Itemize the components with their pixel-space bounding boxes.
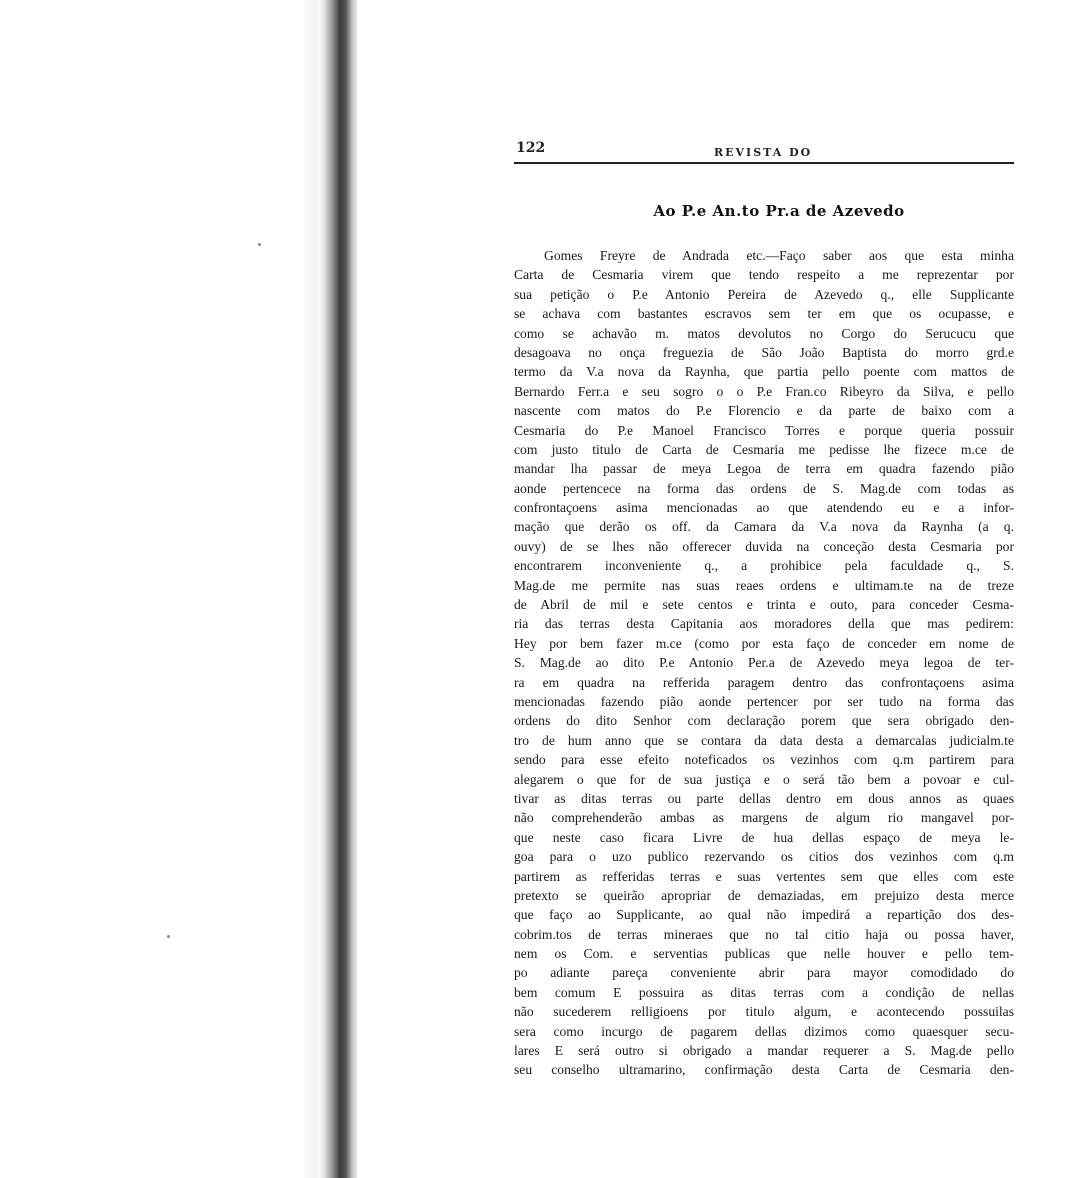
- text-line: ordens do dito Senhor com declaração porem que sera obrigado den-: [514, 713, 1014, 729]
- text-line: nem os Com. e serventias publicas que nelle houver e pello tem-: [514, 946, 1014, 962]
- text-line: ouvy) de se lhes não offerecer duvida na conceção desta Cesmaria por: [514, 538, 1014, 554]
- text-line: se achava com bastantes escravos sem ter em que os ocupasse, e: [514, 306, 1014, 322]
- page-number: 122: [516, 140, 546, 156]
- book-spine: [318, 0, 358, 1178]
- text-line: goa para o uzo publico rezervando os citios dos vezinhos com q.m: [514, 849, 1014, 865]
- text-line: não sucederem relligioens por titulo algum, e acontecendo possuilas: [514, 1004, 1014, 1020]
- text-line: pretexto se queirão apropriar de demaziadas, em prejuizo desta merce: [514, 887, 1014, 903]
- text-line: nascente com matos do P.e Florencio e da parte de baixo com a: [514, 403, 1014, 419]
- text-line: termo da V.a nova da Raynha, que partia pello poente com mattos de: [514, 364, 1014, 380]
- article-body: [514, 246, 1014, 1080]
- text-line: po adiante pareça conveniente abrir para mayor comodidado do: [514, 965, 1014, 981]
- document-page: [514, 140, 1014, 1080]
- running-head: REVISTA DO: [714, 146, 813, 159]
- text-line: Hey por bem fazer m.ce (como por esta faço de conceder em nome de: [514, 635, 1014, 651]
- text-line: encontrarem inconveniente q., a prohibice pela faculdade q., S.: [514, 558, 1014, 574]
- text-line: confrontaçoens asima mencionadas ao que atendendo eu e a infor-: [514, 500, 1014, 516]
- text-line: mencionadas fazendo pião aonde pertencer por ser tudo na forma das: [514, 693, 1014, 709]
- text-line: S. Mag.de ao dito P.e Antonio Per.a de Azevedo meya legoa de ter-: [514, 655, 1014, 671]
- text-line: sendo para esse efeito noteficados os vezinhos com q.m partirem para: [514, 752, 1014, 768]
- text-line: lares E será outro si obrigado a mandar requerer a S. Mag.de pello: [514, 1043, 1014, 1059]
- text-line: mação que derão os off. da Camara da V.a nova da Raynha (a q.: [514, 519, 1014, 535]
- text-line: Carta de Cesmaria virem que tendo respeito a me reprezentar por: [514, 267, 1014, 283]
- scan-speck: [167, 935, 170, 938]
- text-line: Mag.de me permite nas suas reaes ordens e ultimam.te na de treze: [514, 577, 1014, 593]
- text-line: que faço ao Supplicante, ao qual não impedirá a repartição dos des-: [514, 907, 1014, 923]
- text-line: sua petição o P.e Antonio Pereira de Azevedo q., elle Supplicante: [514, 286, 1014, 302]
- text-line: Cesmaria do P.e Manoel Francisco Torres e porque queria possuir: [514, 422, 1014, 438]
- text-line: que neste caso ficara Livre de hua dellas espaço de meya le-: [514, 829, 1014, 845]
- text-line: tro de hum anno que se contara da data desta a demarcalas judicialm.te: [514, 732, 1014, 748]
- text-line: partirem as refferidas terras e suas vertentes sem que elles com este: [514, 868, 1014, 884]
- text-line: cobrim.tos de terras mineraes que no tal citio haja ou possa haver,: [514, 926, 1014, 942]
- text-line: aonde pertencece na forma das ordens de S. Mag.de com todas as: [514, 480, 1014, 496]
- text-line: com justo titulo de Carta de Cesmaria me pedisse lhe fizece m.ce de: [514, 441, 1014, 457]
- page-header: [514, 140, 1014, 164]
- text-line: ra em quadra na refferida paragem dentro das confrontaçoens asima: [514, 674, 1014, 690]
- article-title: Ao P.e An.to Pr.a de Azevedo: [653, 202, 905, 220]
- text-line: ria das terras desta Capitania aos moradores della que mas pedirem:: [514, 616, 1014, 632]
- text-line: como se achavão m. matos devolutos no Corgo do Serucucu que: [514, 325, 1014, 341]
- text-line: Bernardo Ferr.a e seu sogro o o P.e Fran.co Ribeyro da Silva, e pello: [514, 383, 1014, 399]
- text-line: sera como incurgo de pagarem dellas dizimos como quaesquer secu-: [514, 1023, 1014, 1039]
- page-edge-shadow: [300, 0, 318, 1178]
- scan-speck: [258, 243, 261, 246]
- text-line: seu conselho ultramarino, confirmação desta Carta de Cesmaria den-: [514, 1062, 1014, 1078]
- text-line: bem comum E possuira as ditas terras com a condição de nellas: [514, 984, 1014, 1000]
- text-line: Gomes Freyre de Andrada etc.—Faço saber aos que esta minha: [544, 248, 1014, 263]
- text-line: desagoava no onça freguezia de São João Baptista do morro grd.e: [514, 344, 1014, 360]
- text-line: tivar as ditas terras ou parte dellas dentro em dous annos as quaes: [514, 790, 1014, 806]
- text-line: alegarem o que for de sua justiça e o será tão bem a povoar e cul-: [514, 771, 1014, 787]
- text-line: de Abril de mil e sete centos e trinta e outo, para conceder Cesma-: [514, 597, 1014, 613]
- text-line: mandar lha passar de meya Legoa de terra em quadra fazendo pião: [514, 461, 1014, 477]
- text-line: não comprehenderão ambas as margens de algum rio mangavel por-: [514, 810, 1014, 826]
